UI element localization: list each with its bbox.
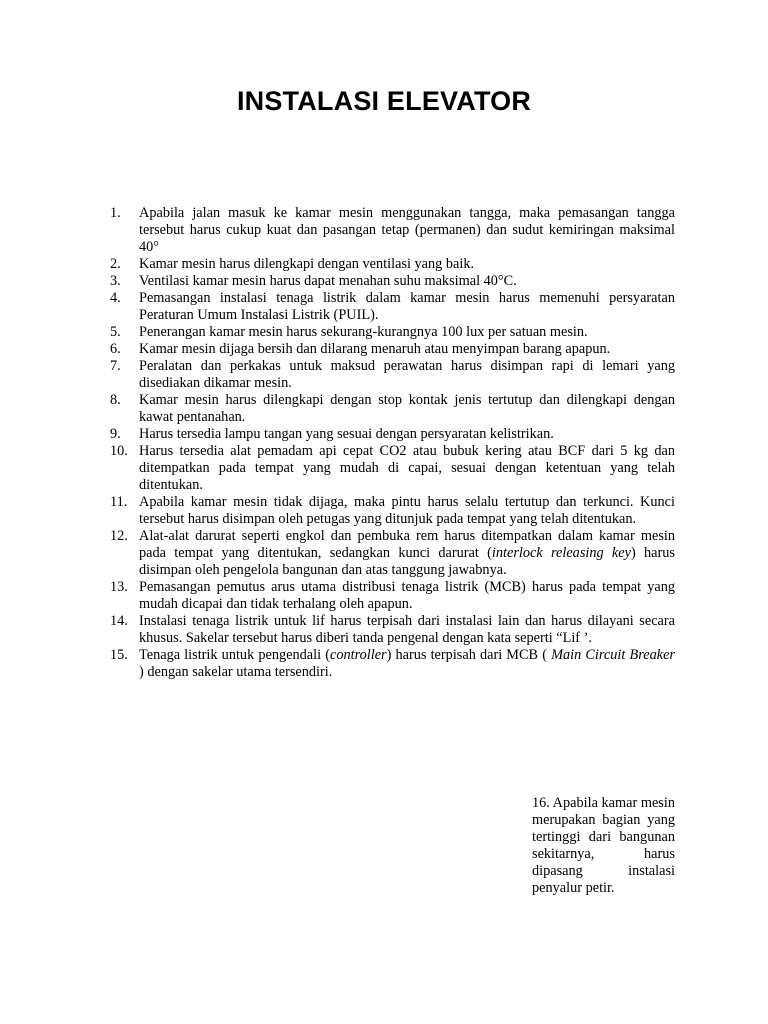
text-run: Kamar mesin harus dilengkapi dengan stop kontak jenis tertutup dan dilengkapi dengan kawat pentanahan. [139,392,675,425]
list-item-number: 14. [110,613,128,629]
list-item [110,205,675,256]
text-run: Kamar mesin harus dilengkapi dengan ventilasi yang baik. [139,256,475,272]
document-title: INSTALASI ELEVATOR [236,86,532,116]
text-run: Instalasi tenaga listrik untuk lif harus terpisah dari instalasi lain dan harus dilayani secara khusus. Sakelar tersebut harus diberi tanda pengenal dengan kata seperti “Lif ’. [139,613,675,646]
list-item [110,392,675,426]
text-run: Pemasangan pemutus arus utama distribusi tenaga listrik (MCB) harus pada tempat yang mudah dicapai dan tidak terhalang oleh apapun. [139,579,675,612]
list-item [110,647,675,681]
requirements-list [110,205,675,681]
text-run: Kamar mesin dijaga bersih dan dilarang menaruh atau menyimpan barang apapun. [139,341,611,357]
list-item [110,290,675,324]
text-run: ) harus disimpan oleh pengelola bangunan dan atas tanggung jawabnya. [139,545,675,578]
list-item-text [139,324,675,341]
list-item [110,443,675,494]
list-item-text [139,426,675,443]
list-item-text [139,579,675,613]
text-run: Tenaga listrik untuk pengendali ( [139,647,330,663]
list-item-text [139,341,675,358]
list-item-number: 12. [110,528,128,544]
list-item-text [139,613,675,647]
list-item-number: 13. [110,579,128,595]
list-item [110,528,675,579]
list-item [110,324,675,341]
list-item-number: 3. [110,273,121,289]
list-item [110,494,675,528]
text-run: ) dengan sakelar utama tersendiri. [139,664,333,680]
list-item-number: 10. [110,443,128,459]
text-run: Harus tersedia lampu tangan yang sesuai dengan persyaratan kelistrikan. [139,426,554,442]
list-item-number: 7. [110,358,121,374]
list-item-text [139,256,675,273]
list-item-number: 8. [110,392,121,408]
list-item-number: 5. [110,324,121,340]
list-item-16: 16. Apabila kamar mesin merupakan bagian yang tertinggi dari bangunan sekitarnya, harus dipasang instalasi penyalur petir. [532,795,675,896]
italic-term: interlock releasing key [491,545,631,561]
list-item-text [139,358,675,392]
text-run: ) harus terpisah dari MCB ( [386,647,552,663]
list-item-number: 2. [110,256,121,272]
text-run: Pemasangan instalasi tenaga listrik dalam kamar mesin harus memenuhi persyaratan Peraturan Umum Instalasi Listrik (PUIL). [139,290,675,323]
list-item [110,579,675,613]
list-item [110,273,675,290]
text-run: Apabila jalan masuk ke kamar mesin menggunakan tangga, maka pemasangan tangga tersebut harus cukup kuat dan pasangan tetap (permanen) dan sudut kemiringan maksimal 40° [139,205,675,255]
text-run: Alat-alat darurat seperti engkol dan pembuka rem harus ditempatkan dalam kamar mesin pada tempat yang ditentukan, sedangkan kunci darurat ( [139,528,675,561]
italic-term: Main Circuit Breaker [551,647,676,663]
list-item-text [139,273,675,290]
list-item [110,426,675,443]
list-item-text [139,443,675,494]
list-item-text [139,392,675,426]
text-run: Penerangan kamar mesin harus sekurang-kurangnya 100 lux per satuan mesin. [139,324,588,340]
list-item-number: 11. [110,494,128,510]
list-item [110,358,675,392]
text-run: Peralatan dan perkakas untuk maksud perawatan harus disimpan rapi di lemari yang disediakan dikamar mesin. [139,358,675,391]
list-item-number: 15. [110,647,128,663]
text-run: Ventilasi kamar mesin harus dapat menahan suhu maksimal 40°C. [139,273,517,289]
list-item [110,341,675,358]
list-item-number: 4. [110,290,121,306]
list-item-text [139,528,675,579]
list-item-number: 9. [110,426,121,442]
list-item-text [139,647,675,681]
italic-term: controller [329,647,387,663]
list-item-number: 1. [110,205,121,221]
list-item [110,613,675,647]
text-run: Harus tersedia alat pemadam api cepat CO2 atau bubuk kering atau BCF dari 5 kg dan ditempatkan pada tempat yang mudah di capai, sesuai dengan ketentuan yang telah ditentukan. [139,443,675,493]
list-item [110,256,675,273]
text-run: Apabila kamar mesin tidak dijaga, maka pintu harus selalu tertutup dan terkunci. Kunci tersebut harus disimpan oleh petugas yang ditunjuk pada tempat yang telah ditentukan. [139,494,675,527]
list-item-text [139,205,675,256]
list-item-number: 6. [110,341,121,357]
list-item-text [139,290,675,324]
list-item-text [139,494,675,528]
